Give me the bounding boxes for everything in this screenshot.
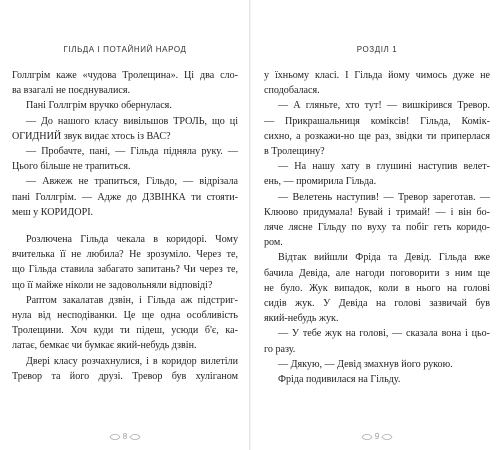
text-line: Розлючена Гільда чекала в коридорі. Чому (26, 234, 238, 246)
page-number: 8 (122, 432, 128, 441)
text-line: не було. Жук випадок, коли в нього на голові (264, 282, 490, 294)
text-line: ром. (264, 237, 283, 249)
right-page (264, 0, 490, 450)
text-line: — Авжеж не трапиться, Гільдо, — відрізала (26, 176, 238, 188)
text-line: ОГИДНИЙ звук видає хтось із ВАС? (12, 130, 171, 142)
leaf-ornament-icon (361, 433, 373, 441)
section-break (12, 220, 238, 232)
text-line: — Велетень наступив! — Тревор зареготав. — (278, 191, 490, 203)
text-line: Відтак вийшли Фріда та Девід. Гільда вже (278, 252, 490, 264)
text-line: — Прикрашальниця коміксів! Гільда, Комік- (264, 115, 490, 127)
text-line: який-небудь жук. (264, 313, 339, 325)
text-line: Голлгрім каже «чудова Тролещина». Ці два сло- (12, 70, 238, 81)
text-line: у їхньому класі. І Гільда йому чимось дуже не (264, 70, 490, 81)
text-line: Пані Голлгрім вручко обернулася. (26, 100, 172, 112)
text-line: — Пробачте, пані, — Гільда підняла руку. — (26, 146, 238, 158)
text-line: Тревор та його друзі. Тревор був хуліганом (12, 370, 238, 382)
text-line: — На нашу хату в глушині наступив велет- (278, 161, 490, 173)
page-gutter (249, 0, 251, 450)
text-line: Тролещини. Хоч куди ти підеш, усюди б'є, ка- (12, 325, 238, 337)
text-line: пані Голлгрім. — Адже до ДЗВІНКА ти стояти- (12, 191, 238, 203)
page-number-right (264, 432, 490, 441)
text-line: бачила Девіда, але нагоди поговорити з ним ще (264, 267, 490, 279)
right-page-body (264, 68, 490, 387)
left-page-body (12, 68, 238, 384)
leaf-ornament-icon (109, 433, 121, 441)
text-line: — А гляньте, хто тут! — вишкірився Тревор. (278, 100, 490, 112)
text-line: сидів жук. У Девіда на голові зазвичай був (264, 298, 490, 310)
text-line: Клюово придумала! Бувай і тримай! — і він бо- (264, 206, 490, 218)
text-line: сподобалася. (264, 85, 320, 97)
text-line: меш у КОРИДОРІ. (12, 206, 94, 218)
text-line: що Гільда ставила забагато запитань? Чи через те, (12, 264, 238, 276)
text-line: Двері класу розчахнулися, і в коридор вилетіли (26, 355, 238, 367)
text-line: — Дякую, — Девід змахнув його рукою. (278, 358, 453, 370)
left-page (12, 0, 238, 450)
text-line: Фріда подивилася на Гільду. (278, 374, 401, 386)
running-header-right: РОЗДІЛ 1 (356, 45, 398, 54)
text-line: вчителька її не любила? Не зрозуміло. Через те, (12, 249, 238, 261)
text-line: го разу. (264, 343, 296, 355)
text-line: — У тебе жук на голові, — сказала вона і цьо- (278, 328, 490, 340)
text-line: в Тролещину? (264, 146, 325, 158)
text-line: ень, — промирила Гільда. (264, 176, 377, 188)
text-line: — До нашого класу вивільшов ТРОЛЬ, що ці (26, 115, 238, 127)
text-line: сихно, а розкажи-но ще раз, звідки ти приперлася (264, 130, 490, 142)
page-number-left (12, 432, 238, 441)
text-line: Цього більше не трапиться. (12, 161, 131, 173)
text-line: ва взагалі не поєднувалися. (12, 85, 131, 97)
text-line: нула від несподіванки. Це ще одна особливість (12, 310, 238, 322)
text-line: ляче лясне Гільду по вуху та побіг геть коридо- (264, 222, 490, 234)
leaf-ornament-icon (129, 433, 141, 441)
text-line: Раптом закалатав дзвін, і Гільда аж підстриг- (26, 294, 238, 306)
running-header-left: ГІЛЬДА І ПОТАЙНИЙ НАРОД (63, 45, 187, 54)
page-number: 9 (374, 432, 380, 441)
leaf-ornament-icon (381, 433, 393, 441)
text-line: латає, бемкає чи бумкає який-небудь дзвін. (12, 340, 197, 352)
text-line: що її майже ніколи не задовольняли відповіді? (12, 279, 213, 291)
